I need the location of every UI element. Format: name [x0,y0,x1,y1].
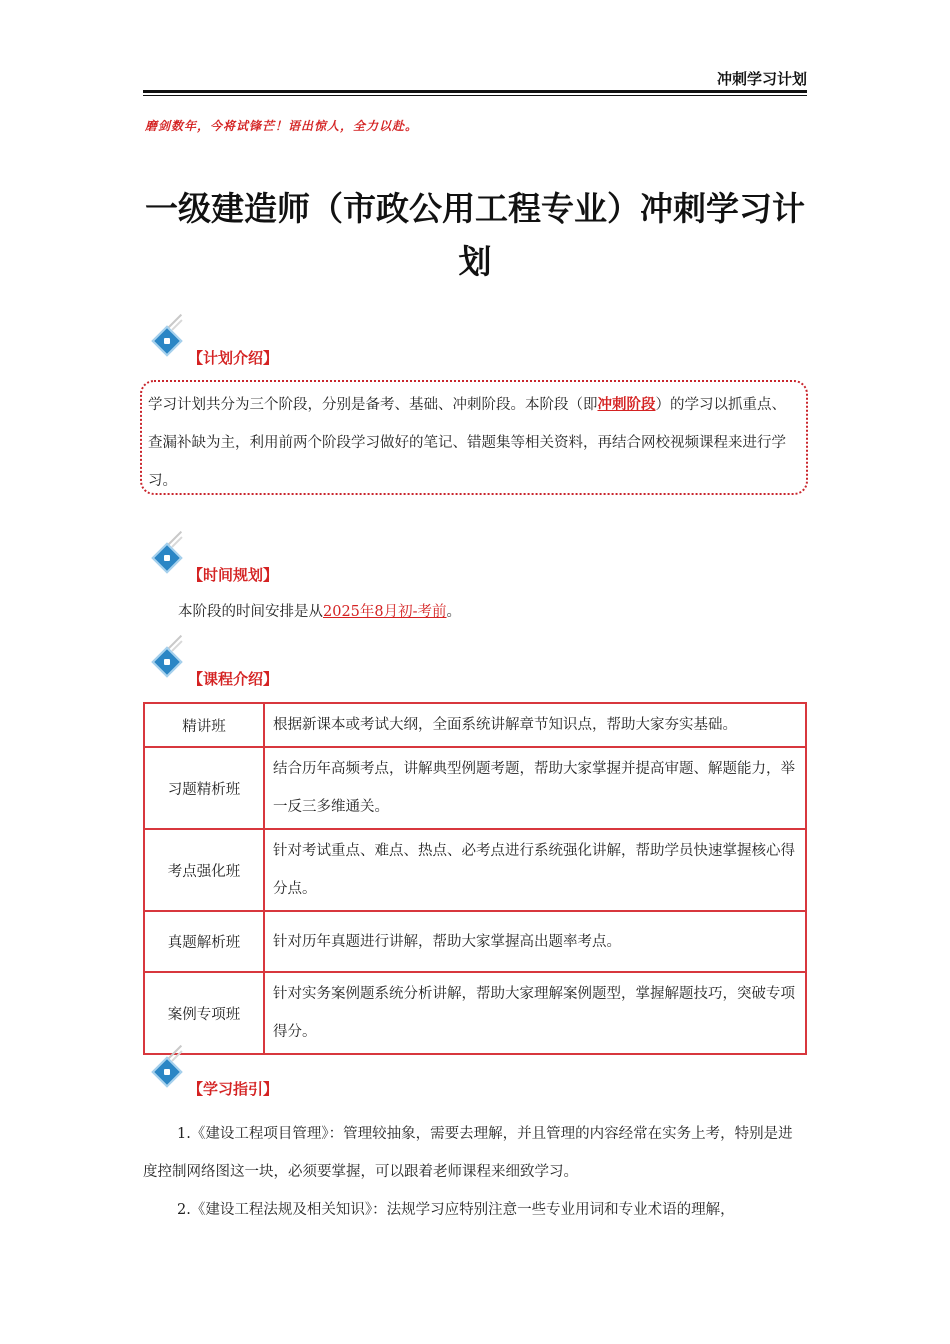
document-title: 一级建造师（市政公用工程专业）冲刺学习计划 [145,189,805,281]
course-name: 精讲班 [144,703,264,747]
time-plan-text [178,600,461,621]
section-diamond-icon [150,539,188,577]
section-heading-courses: 【课程介绍】 [188,670,279,688]
course-name: 案例专项班 [144,972,264,1054]
header-rule-thin [143,95,807,96]
intro-highlight: 冲刺阶段 [597,396,656,413]
course-name: 真题解析班 [144,911,264,972]
intro-box [140,380,808,495]
intro-text [148,386,800,500]
header-title: 冲刺学习计划 [716,70,807,88]
section-diamond-icon [150,1053,188,1091]
course-desc: 针对考试重点、难点、热点、必考点进行系统强化讲解，帮助学员快速掌握核心得分点。 [264,829,806,911]
header-rule [143,90,807,93]
table-row [144,829,806,911]
table-row [144,911,806,972]
course-desc: 结合历年高频考点，讲解典型例题考题，帮助大家掌握并提高审题、解题能力，举一反三多维通关。 [264,747,806,829]
table-row [144,747,806,829]
course-desc: 针对历年真题进行讲解，帮助大家掌握高出题率考点。 [264,911,806,972]
intro-text-part: ）的学习以抓重点、查漏补缺为主，利用前两个阶段学习做好的笔记、错题集等相关资料，再结合网校视频课程来进行学习。 [148,397,786,489]
section-diamond-icon [150,322,188,360]
section-heading-time: 【时间规划】 [188,566,279,584]
guide-item: 2.《建设工程法规及相关知识》：法规学习应特别注意一些专业用词和专业术语的理解， [177,1202,735,1218]
course-desc: 针对实务案例题系统分析讲解，帮助大家理解案例题型，掌握解题技巧，突破专项得分。 [264,972,806,1054]
course-name: 考点强化班 [144,829,264,911]
time-text-part: 。 [446,604,462,620]
section-heading-intro: 【计划介绍】 [188,349,279,367]
table-row [144,972,806,1054]
course-desc: 根据新课本或考试大纲，全面系统讲解章节知识点，帮助大家夯实基础。 [264,703,806,747]
time-text-part: 本阶段的时间安排是从 [178,604,323,620]
intro-text-part: 学习计划共分为三个阶段，分别是备考、基础、冲刺阶段。本阶段（即 [148,397,598,413]
course-name: 习题精析班 [144,747,264,829]
guide-item: 1.《建设工程项目管理》：管理较抽象，需要去理解，并且管理的内容经常在实务上考，特别是进度控制网络图这一块，必须要掌握，可以跟着老师课程来细致学习。 [143,1126,793,1180]
table-row [144,703,806,747]
slogan: 磨剑数年，今将试锋芒！语出惊人，全力以赴。 [145,119,419,133]
section-diamond-icon [150,643,188,681]
course-table [143,702,807,1055]
time-highlight: 2025年8月初-考前 [323,604,447,620]
section-heading-guide: 【学习指引】 [188,1080,279,1098]
